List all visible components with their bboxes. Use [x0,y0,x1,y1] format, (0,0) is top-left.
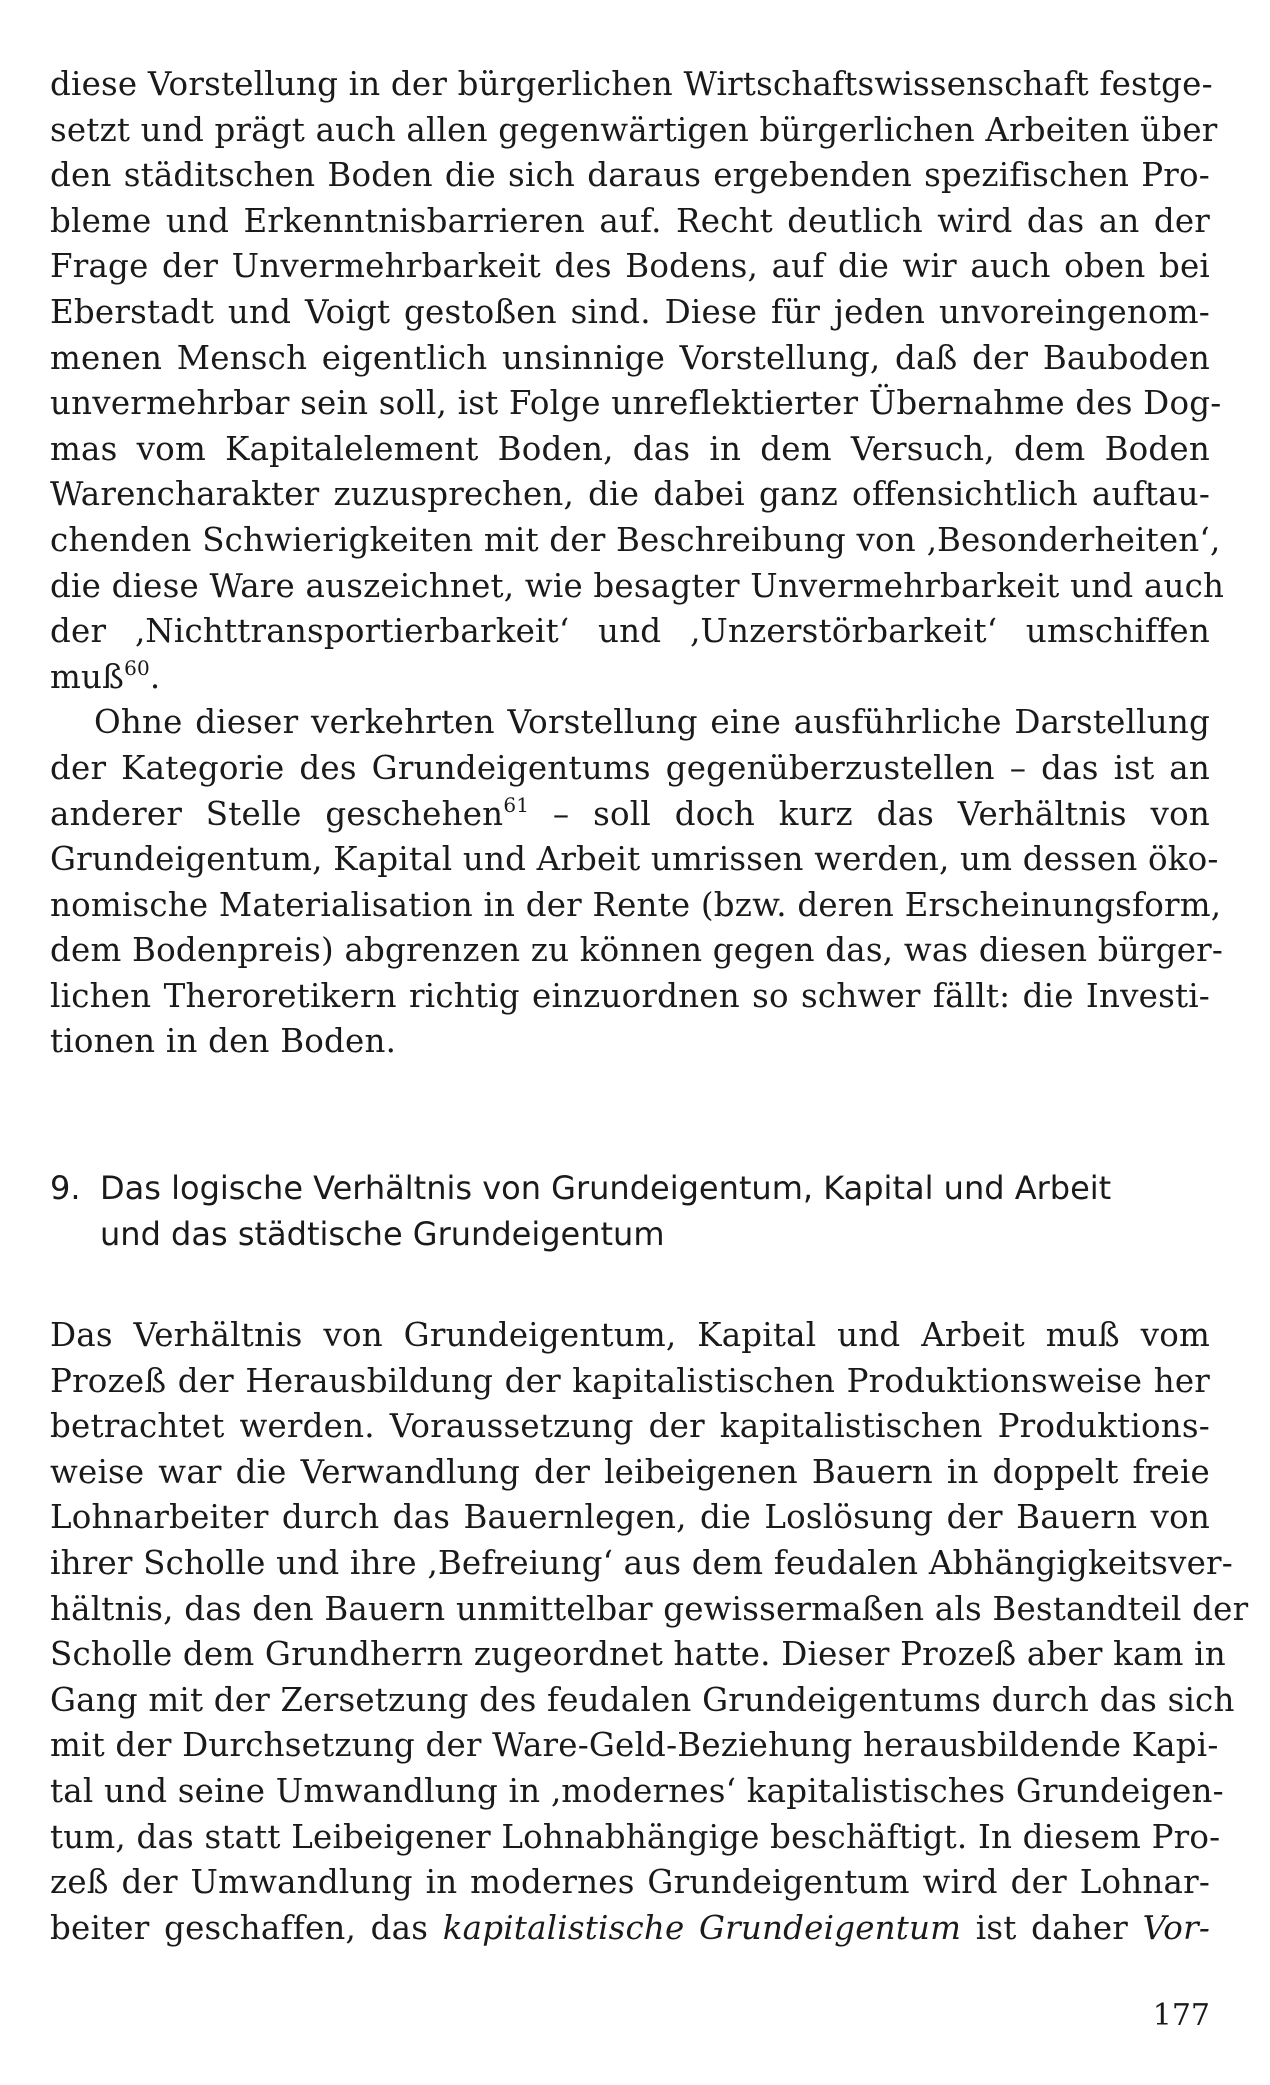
text-line: lichen Theroretikern richtig einzuordnen so schwer fällt: die Investi- [50,976,1210,1015]
text-line: chenden Schwierigkeiten mit der Beschreibung von ‚Besonderheiten‘, [50,520,1221,559]
text-line: ihrer Scholle und ihre ‚Befreiung‘ aus dem feudalen Abhängigkeitsver- [50,1544,1233,1583]
text-line: Frage der Unvermehrbarkeit des Bodens, auf die wir auch oben bei [50,247,1210,286]
text-fragment: – soll doch kurz das Verhältnis von [529,794,1211,833]
section-heading [50,1165,1210,1257]
paragraph-2 [50,700,1224,1065]
page-content [50,62,1249,1951]
text-line: Gang mit der Zersetzung des feudalen Grundeigentums durch das sich [50,1680,1235,1719]
text-line [50,655,1210,701]
text-line: tionen in den Boden. [50,1022,397,1061]
text-fragment: muß [50,657,125,696]
section-title-line: und das städtische Grundeigentum [100,1215,665,1254]
footnote-reference[interactable]: 60 [124,655,150,680]
text-fragment: anderer Stelle geschehen [50,794,504,833]
text-fragment: beiter geschaffen, das [50,1908,443,1947]
text-line: Scholle dem Grundherrn zugeordnet hatte. Dieser Prozeß aber kam in [50,1635,1226,1674]
emphasized-text: kapitalistische Grundeigentum [442,1908,962,1947]
text-line: der ‚Nichttransportierbarkeit‘ und ‚Unzerstörbarkeit‘ umschiffen [50,612,1210,651]
footnote-reference[interactable]: 61 [503,792,530,817]
emphasized-text: Vor- [1142,1908,1210,1947]
text-line: nomische Materialisation in der Rente (bzw. deren Erscheinungsform, [50,885,1222,924]
text-line: die diese Ware auszeichnet, wie besagter Unvermehrbarkeit und auch [50,566,1225,605]
text-line: dem Bodenpreis) abgrenzen zu können gegen das, was diesen bürger- [50,931,1224,970]
text-fragment: . [149,657,161,696]
text-line: bleme und Erkenntnisbarrieren auf. Recht deutlich wird das an der [50,201,1210,240]
text-line: tum, das statt Leibeigener Lohnabhängige beschäftigt. In diesem Pro- [50,1817,1221,1856]
text-line: tal und seine Umwandlung in ‚modernes‘ kapitalistisches Grundeigen- [50,1772,1224,1810]
text-line: mas vom Kapitalelement Boden, das in dem Versuch, dem Boden [50,429,1210,468]
text-fragment: ist daher [961,1908,1143,1947]
paragraph-1 [50,62,1225,700]
text-line: Ohne dieser verkehrten Vorstellung eine ausführliche Darstellung [94,703,1210,742]
text-line: mit der Durchsetzung der Ware-Geld-Beziehung herausbildende Kapi- [50,1726,1219,1765]
text-line: unvermehrbar sein soll, ist Folge unreflektierter Übernahme des Dog- [50,384,1222,423]
text-line: Warencharakter zuzusprechen, die dabei ganz offensichtlich auftau- [50,475,1210,514]
text-line [50,792,1210,838]
text-line: der Kategorie des Grundeigentums gegenüberzustellen – das ist an [50,748,1210,787]
section-number: 9. [50,1169,81,1208]
text-line: Das Verhältnis von Grundeigentum, Kapital und Arbeit muß vom [50,1316,1210,1355]
text-line: zeß der Umwandlung in modernes Grundeigentum wird der Lohnar- [50,1863,1210,1902]
text-line: Eberstadt und Voigt gestoßen sind. Diese für jeden unvoreingenom- [50,292,1210,331]
section-title-line: Das logische Verhältnis von Grundeigentum, Kapital und Arbeit [100,1169,1112,1208]
text-line: hältnis, das den Bauern unmittelbar gewissermaßen als Bestandteil der [50,1589,1249,1628]
page-number: 177 [1152,1998,1210,2033]
paragraph-3 [50,1313,1249,1951]
text-line: Lohnarbeiter durch das Bauernlegen, die Loslösung der Bauern von [50,1498,1210,1537]
text-line: betrachtet werden. Voraussetzung der kapitalistischen Produktions- [50,1407,1210,1446]
text-line: Grundeigentum, Kapital und Arbeit umrissen werden, um dessen öko- [50,840,1219,879]
text-line: menen Mensch eigentlich unsinnige Vorstellung, daß der Bauboden [50,338,1210,377]
text-line: diese Vorstellung in der bürgerlichen Wirtschaftswissenschaft festge- [50,65,1213,103]
text-line: weise war die Verwandlung der leibeigenen Bauern in doppelt freie [50,1452,1210,1491]
text-line [50,1906,1210,1952]
text-line: setzt und prägt auch allen gegenwärtigen bürgerlichen Arbeiten über [50,110,1218,149]
text-line: Prozeß der Herausbildung der kapitalistischen Produktionsweise her [50,1361,1210,1400]
text-line: den städitschen Boden die sich daraus ergebenden spezifischen Pro- [50,156,1210,195]
